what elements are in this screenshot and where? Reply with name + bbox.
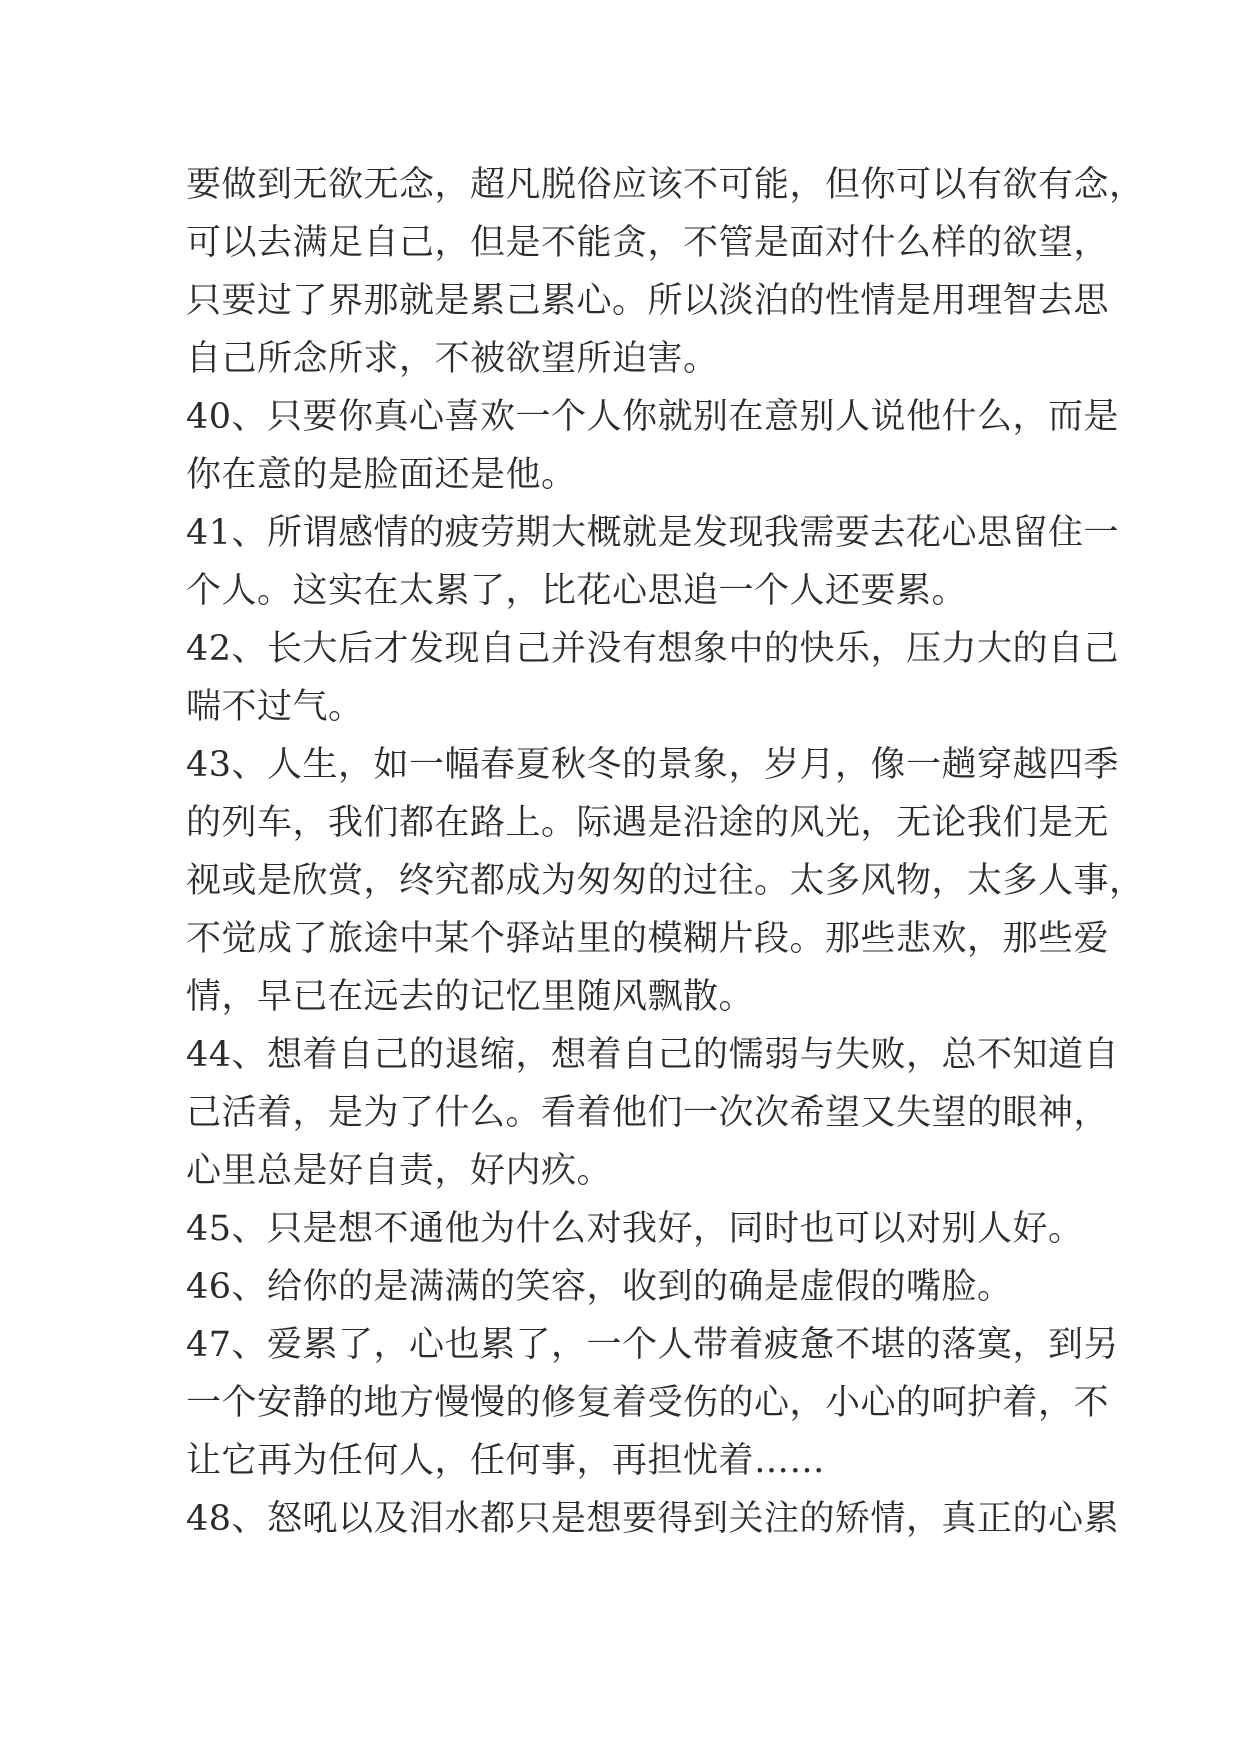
text-line: 的列车，我们都在路上。际遇是沿途的风光，无论我们是无 (186, 803, 1110, 843)
text-line: 可以去满足自己，但是不能贪，不管是面对什么样的欲望， (186, 223, 1110, 263)
text-line: 情，早已在远去的记忆里随风飘散。 (186, 977, 755, 1017)
text-line: 要做到无欲无念，超凡脱俗应该不可能，但你可以有欲有念， (186, 165, 1145, 205)
text-line: 自己所念所求，不被欲望所迫害。 (186, 339, 719, 379)
text-line: 只要过了界那就是累己累心。所以淡泊的性情是用理智去思 (186, 281, 1110, 321)
text-line: 45、只是想不通他为什么对我好，同时也可以对别人好。 (186, 1209, 1084, 1249)
text-line: 43、人生，如一幅春夏秋冬的景象，岁月，像一趟穿越四季 (186, 745, 1120, 785)
text-line: 41、所谓感情的疲劳期大概就是发现我需要去花心思留住一 (186, 513, 1120, 553)
text-line: 一个安静的地方慢慢的修复着受伤的心，小心的呵护着，不 (186, 1383, 1110, 1423)
text-line: 46、给你的是满满的笑容，收到的确是虚假的嘴脸。 (186, 1267, 1013, 1307)
text-line: 你在意的是脸面还是他。 (186, 455, 577, 495)
text-line: 己活着，是为了什么。看着他们一次次希望又失望的眼神， (186, 1093, 1110, 1133)
text-line: 让它再为任何人，任何事，再担忧着…… (186, 1441, 826, 1481)
text-line: 心里总是好自责，好内疚。 (186, 1151, 613, 1191)
text-line: 42、长大后才发现自己并没有想象中的快乐，压力大的自己 (186, 629, 1120, 669)
text-line: 喘不过气。 (186, 687, 364, 727)
text-line: 44、想着自己的退缩，想着自己的懦弱与失败，总不知道自 (186, 1035, 1120, 1075)
text-line: 47、爱累了，心也累了，一个人带着疲惫不堪的落寞，到另 (186, 1325, 1120, 1365)
text-line: 40、只要你真心喜欢一个人你就别在意别人说他什么，而是 (186, 397, 1120, 437)
text-line: 不觉成了旅途中某个驿站里的模糊片段。那些悲欢，那些爱 (186, 919, 1110, 959)
text-line: 48、怒吼以及泪水都只是想要得到关注的矫情，真正的心累 (186, 1499, 1120, 1539)
document-body (186, 156, 1145, 1548)
text-line: 个人。这实在太累了，比花心思追一个人还要累。 (186, 571, 968, 611)
text-line: 视或是欣赏，终究都成为匆匆的过往。太多风物，太多人事， (186, 861, 1145, 901)
